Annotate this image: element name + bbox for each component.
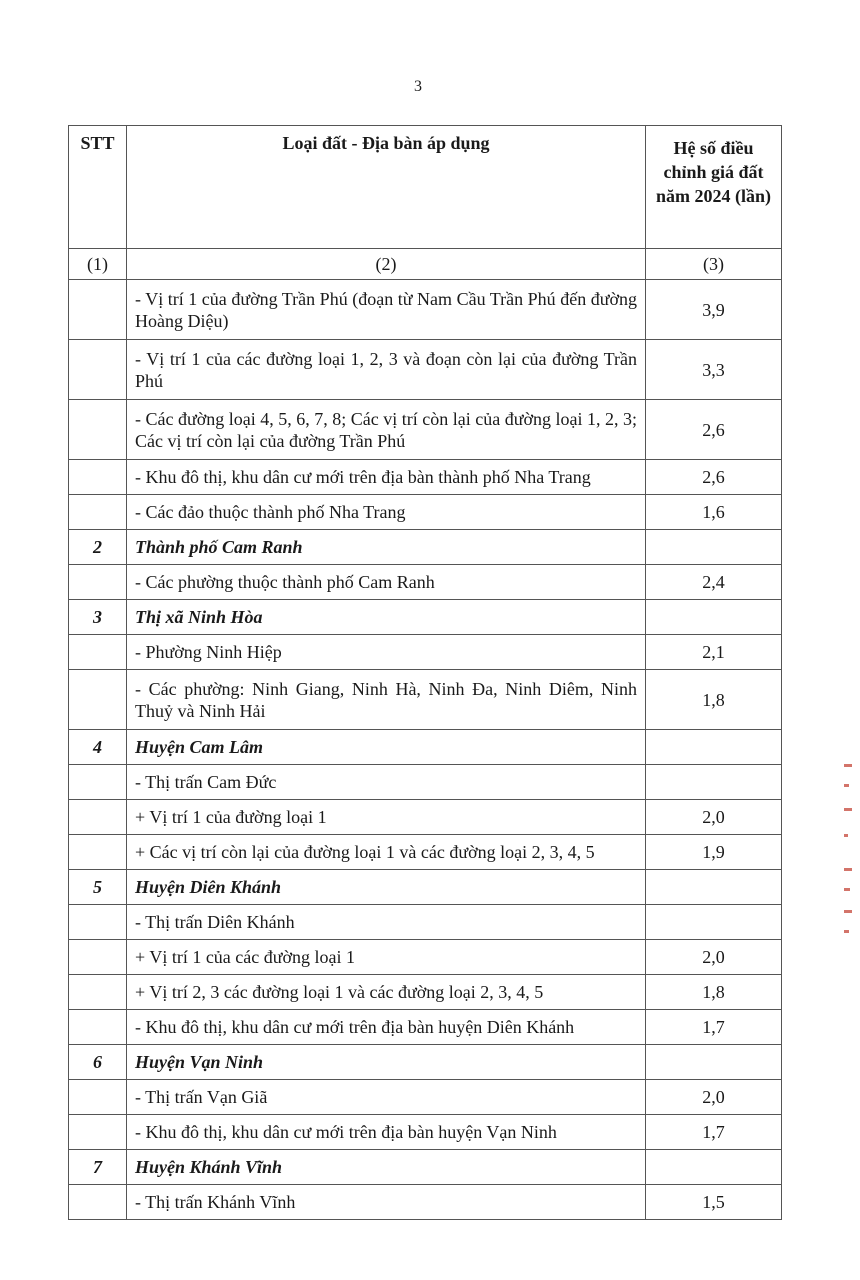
stt-cell: 5 <box>69 870 127 905</box>
description-cell: + Vị trí 1 của các đường loại 1 <box>127 940 646 975</box>
table-row <box>69 670 782 730</box>
description-cell: + Các vị trí còn lại của đường loại 1 và các đường loại 2, 3, 4, 5 <box>127 835 646 870</box>
page-number: 3 <box>414 78 422 95</box>
description-cell: - Thị trấn Khánh Vĩnh <box>127 1185 646 1220</box>
section-row <box>69 730 782 765</box>
coefficient-cell: 2,0 <box>646 940 782 975</box>
table-row <box>69 835 782 870</box>
table-row <box>69 905 782 940</box>
stt-cell <box>69 1080 127 1115</box>
coefficient-cell <box>646 730 782 765</box>
stt-cell: 4 <box>69 730 127 765</box>
stt-cell <box>69 800 127 835</box>
coefficient-cell: 2,1 <box>646 635 782 670</box>
description-cell: - Thị trấn Vạn Giã <box>127 1080 646 1115</box>
stt-cell <box>69 400 127 460</box>
area-name-cell: Huyện Khánh Vĩnh <box>127 1150 646 1185</box>
table-row <box>69 940 782 975</box>
header-stt: STT <box>69 126 127 249</box>
stt-cell <box>69 975 127 1010</box>
description-cell: - Các phường: Ninh Giang, Ninh Hà, Ninh Đa, Ninh Diêm, Ninh Thuỷ và Ninh Hải <box>127 670 646 730</box>
table-row <box>69 765 782 800</box>
area-name-cell: Thị xã Ninh Hòa <box>127 600 646 635</box>
coefficient-cell <box>646 530 782 565</box>
description-cell: - Thị trấn Diên Khánh <box>127 905 646 940</box>
red-stamp-mark <box>838 760 860 940</box>
stt-cell <box>69 280 127 340</box>
coefficient-cell <box>646 1150 782 1185</box>
stt-cell <box>69 670 127 730</box>
description-cell: - Vị trí 1 của các đường loại 1, 2, 3 và đoạn còn lại của đường Trần Phú <box>127 340 646 400</box>
stt-cell <box>69 835 127 870</box>
stt-cell: 6 <box>69 1045 127 1080</box>
stt-cell: 3 <box>69 600 127 635</box>
section-row <box>69 870 782 905</box>
coefficient-cell <box>646 905 782 940</box>
coefficient-cell <box>646 600 782 635</box>
table-row <box>69 280 782 340</box>
table-row <box>69 495 782 530</box>
description-cell: - Các phường thuộc thành phố Cam Ranh <box>127 565 646 600</box>
stt-cell <box>69 340 127 400</box>
table-row <box>69 400 782 460</box>
stt-cell <box>69 1010 127 1045</box>
coefficient-cell: 2,6 <box>646 400 782 460</box>
index-cell: (2) <box>127 249 646 280</box>
description-cell: - Khu đô thị, khu dân cư mới trên địa bàn huyện Vạn Ninh <box>127 1115 646 1150</box>
description-cell: - Khu đô thị, khu dân cư mới trên địa bàn huyện Diên Khánh <box>127 1010 646 1045</box>
coefficient-cell: 1,7 <box>646 1010 782 1045</box>
coefficient-cell <box>646 870 782 905</box>
coefficient-cell: 1,9 <box>646 835 782 870</box>
table-row <box>69 1010 782 1045</box>
section-row <box>69 1045 782 1080</box>
section-row <box>69 600 782 635</box>
stt-cell <box>69 905 127 940</box>
description-cell: - Vị trí 1 của đường Trần Phú (đoạn từ Nam Cầu Trần Phú đến đường Hoàng Diệu) <box>127 280 646 340</box>
description-cell: - Các đường loại 4, 5, 6, 7, 8; Các vị trí còn lại của đường loại 1, 2, 3; Các vị trí còn lại của đường Trần Phú <box>127 400 646 460</box>
table-row <box>69 340 782 400</box>
header-coefficient: Hệ số điều chỉnh giá đất năm 2024 (lần) <box>646 126 782 249</box>
coefficient-cell: 2,0 <box>646 800 782 835</box>
table-row <box>69 1080 782 1115</box>
description-cell: - Thị trấn Cam Đức <box>127 765 646 800</box>
coefficient-cell: 1,7 <box>646 1115 782 1150</box>
table-row <box>69 565 782 600</box>
stt-cell <box>69 495 127 530</box>
coefficient-cell: 2,0 <box>646 1080 782 1115</box>
area-name-cell: Thành phố Cam Ranh <box>127 530 646 565</box>
index-cell: (3) <box>646 249 782 280</box>
stt-cell <box>69 940 127 975</box>
stt-cell: 2 <box>69 530 127 565</box>
table-row <box>69 635 782 670</box>
description-cell: - Phường Ninh Hiệp <box>127 635 646 670</box>
table-row <box>69 975 782 1010</box>
header-area: Loại đất - Địa bàn áp dụng <box>127 126 646 249</box>
stt-cell <box>69 1185 127 1220</box>
description-cell: - Khu đô thị, khu dân cư mới trên địa bàn thành phố Nha Trang <box>127 460 646 495</box>
stt-cell <box>69 565 127 600</box>
table-row <box>69 1115 782 1150</box>
description-cell: + Vị trí 2, 3 các đường loại 1 và các đường loại 2, 3, 4, 5 <box>127 975 646 1010</box>
area-name-cell: Huyện Cam Lâm <box>127 730 646 765</box>
coefficient-cell: 3,9 <box>646 280 782 340</box>
table-row <box>69 1185 782 1220</box>
stt-cell <box>69 635 127 670</box>
stt-cell: 7 <box>69 1150 127 1185</box>
area-name-cell: Huyện Vạn Ninh <box>127 1045 646 1080</box>
column-index-row <box>69 249 782 280</box>
land-price-coefficient-table <box>68 125 782 1220</box>
section-row <box>69 530 782 565</box>
coefficient-cell: 1,5 <box>646 1185 782 1220</box>
coefficient-cell: 3,3 <box>646 340 782 400</box>
coefficient-cell: 1,6 <box>646 495 782 530</box>
stt-cell <box>69 1115 127 1150</box>
index-cell: (1) <box>69 249 127 280</box>
coefficient-cell: 1,8 <box>646 975 782 1010</box>
table-row <box>69 800 782 835</box>
coefficient-cell: 1,8 <box>646 670 782 730</box>
section-row <box>69 1150 782 1185</box>
coefficient-cell <box>646 1045 782 1080</box>
coefficient-cell <box>646 765 782 800</box>
table-row <box>69 460 782 495</box>
area-name-cell: Huyện Diên Khánh <box>127 870 646 905</box>
stt-cell <box>69 765 127 800</box>
coefficient-cell: 2,4 <box>646 565 782 600</box>
description-cell: - Các đảo thuộc thành phố Nha Trang <box>127 495 646 530</box>
table-header-row <box>69 126 782 249</box>
stt-cell <box>69 460 127 495</box>
description-cell: + Vị trí 1 của đường loại 1 <box>127 800 646 835</box>
coefficient-cell: 2,6 <box>646 460 782 495</box>
